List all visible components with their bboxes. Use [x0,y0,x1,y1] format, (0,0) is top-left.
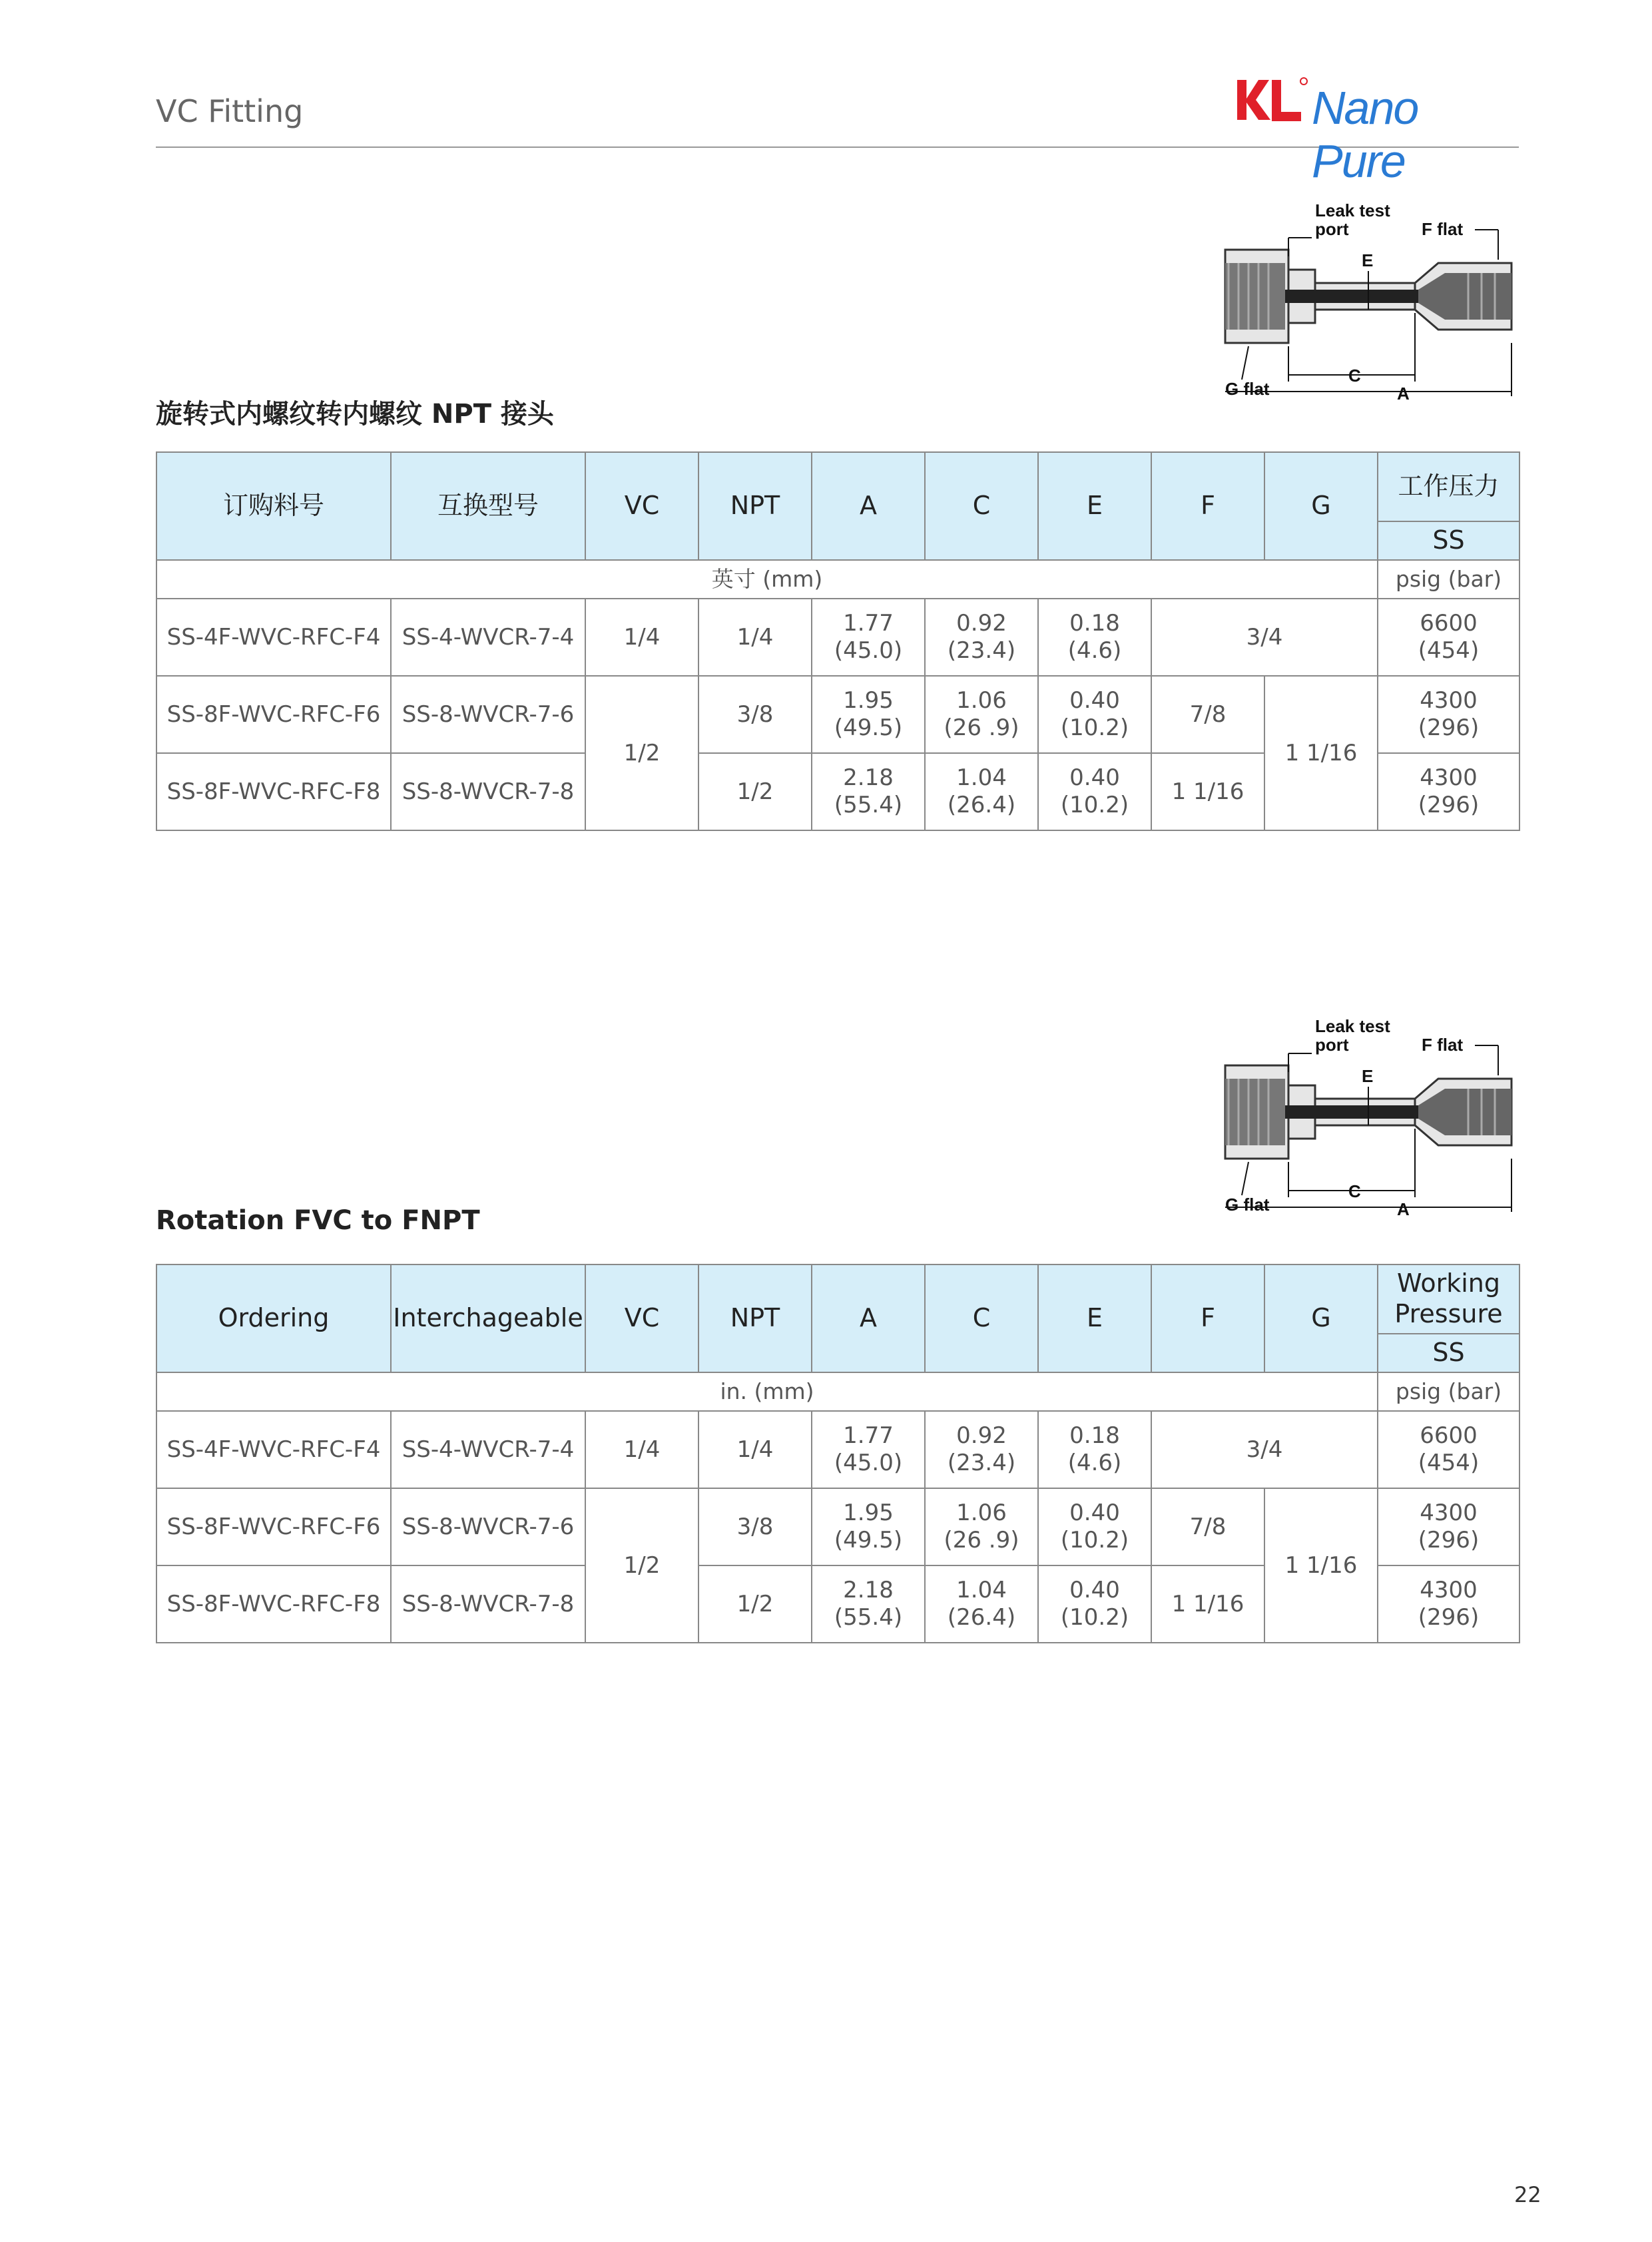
cell-fg: 3/4 [1151,599,1378,676]
cell-interchangeable: SS-8-WVCR-7-8 [391,753,585,830]
cell-npt: 3/8 [698,1488,812,1565]
cell-c: 1.06 (26 .9) [925,1488,1038,1565]
col-ordering: Ordering [156,1264,391,1372]
spec-table-en [156,1264,1520,1643]
section-title-en: Rotation FVC to FNPT [156,1205,480,1236]
cell-c: 1.04 (26.4) [925,753,1038,830]
col-ordering: 订购料号 [156,452,391,560]
col-a: A [812,1264,925,1372]
brand-logo [1232,67,1518,187]
col-vc: VC [585,1264,698,1372]
col-a: A [812,452,925,560]
cell-interchangeable: SS-8-WVCR-7-8 [391,1565,585,1643]
cell-npt: 1/4 [698,599,812,676]
table-row [156,599,1519,676]
brand-name: Nano Pure [1312,82,1418,187]
col-g: G [1264,1264,1378,1372]
table-row [156,1488,1519,1565]
f-flat-label: F flat [1422,1035,1464,1055]
col-npt: NPT [698,452,812,560]
cell-e: 0.40 (10.2) [1038,753,1151,830]
cell-ordering: SS-8F-WVC-RFC-F8 [156,1565,391,1643]
a-label: A [1397,1199,1410,1219]
cell-c: 1.06 (26 .9) [925,676,1038,753]
cell-a: 1.95 (49.5) [812,676,925,753]
col-interchangeable: Interchageable [391,1264,585,1372]
cell-npt: 1/2 [698,1565,812,1643]
cell-ordering: SS-8F-WVC-RFC-F6 [156,676,391,753]
cell-a: 2.18 (55.4) [812,1565,925,1643]
fitting-diagram-1 [1219,196,1525,410]
spec-table-cn [156,451,1520,831]
cell-ordering: SS-8F-WVC-RFC-F6 [156,1488,391,1565]
fitting-diagram-2 [1219,1012,1525,1225]
cell-c: 1.04 (26.4) [925,1565,1038,1643]
port-label: port [1315,1035,1349,1055]
cell-pressure: 4300 (296) [1378,1488,1519,1565]
cell-pressure: 6600 (454) [1378,1411,1519,1488]
cell-interchangeable: SS-8-WVCR-7-6 [391,676,585,753]
cell-a: 2.18 (55.4) [812,753,925,830]
cell-vc: 1/4 [585,599,698,676]
cell-ordering: SS-4F-WVC-RFC-F4 [156,1411,391,1488]
cell-fg: 3/4 [1151,1411,1378,1488]
table-row [156,1411,1519,1488]
e-label: E [1362,250,1374,270]
cell-f: 1 1/16 [1151,1565,1264,1643]
col-g: G [1264,452,1378,560]
cell-c: 0.92 (23.4) [925,1411,1038,1488]
cell-e: 0.18 (4.6) [1038,1411,1151,1488]
cell-a: 1.77 (45.0) [812,1411,925,1488]
unit-dims: in. (mm) [156,1372,1378,1411]
cell-e: 0.18 (4.6) [1038,599,1151,676]
cell-f: 7/8 [1151,1488,1264,1565]
col-material-ss: SS [1378,521,1519,560]
cell-a: 1.77 (45.0) [812,599,925,676]
cell-e: 0.40 (10.2) [1038,1565,1151,1643]
col-vc: VC [585,452,698,560]
cell-npt: 1/2 [698,753,812,830]
cell-e: 0.40 (10.2) [1038,1488,1151,1565]
cell-npt: 1/4 [698,1411,812,1488]
g-flat-label: G flat [1225,1195,1270,1215]
cell-interchangeable: SS-4-WVCR-7-4 [391,599,585,676]
cell-pressure: 6600 (454) [1378,599,1519,676]
table-row [156,676,1519,753]
cell-ordering: SS-8F-WVC-RFC-F8 [156,753,391,830]
a-label: A [1397,384,1410,404]
kl-logo-icon [1232,73,1312,133]
c-label: C [1348,366,1361,386]
cell-g: 1 1/16 [1264,1488,1378,1643]
cell-interchangeable: SS-4-WVCR-7-4 [391,1411,585,1488]
leak-test-label: Leak test [1315,1016,1390,1036]
unit-pressure: psig (bar) [1378,1372,1519,1411]
col-e: E [1038,1264,1151,1372]
cell-vc: 1/2 [585,1488,698,1643]
cell-ordering: SS-4F-WVC-RFC-F4 [156,599,391,676]
cell-pressure: 4300 (296) [1378,753,1519,830]
col-c: C [925,1264,1038,1372]
cell-npt: 3/8 [698,676,812,753]
col-e: E [1038,452,1151,560]
col-f: F [1151,1264,1264,1372]
col-c: C [925,452,1038,560]
cell-vc: 1/2 [585,676,698,830]
col-f: F [1151,452,1264,560]
cell-g: 1 1/16 [1264,676,1378,830]
cell-a: 1.95 (49.5) [812,1488,925,1565]
g-flat-label: G flat [1225,379,1270,399]
port-label: port [1315,219,1349,239]
unit-pressure: psig (bar) [1378,560,1519,599]
page-number: 22 [1514,2182,1541,2207]
cell-f: 1 1/16 [1151,753,1264,830]
cell-interchangeable: SS-8-WVCR-7-6 [391,1488,585,1565]
col-npt: NPT [698,1264,812,1372]
cell-c: 0.92 (23.4) [925,599,1038,676]
col-pressure: Working Pressure [1378,1264,1519,1334]
cell-f: 7/8 [1151,676,1264,753]
col-material-ss: SS [1378,1334,1519,1372]
cell-pressure: 4300 (296) [1378,1565,1519,1643]
cell-e: 0.40 (10.2) [1038,676,1151,753]
f-flat-label: F flat [1422,219,1464,239]
page-header-title: VC Fitting [156,93,304,129]
unit-dims: 英寸 (mm) [156,560,1378,599]
cell-vc: 1/4 [585,1411,698,1488]
leak-test-label: Leak test [1315,200,1390,220]
e-label: E [1362,1066,1374,1086]
col-interchangeable: 互换型号 [391,452,585,560]
col-pressure: 工作压力 [1378,452,1519,521]
c-label: C [1348,1181,1361,1201]
section-title-cn: 旋转式内螺纹转内螺纹 NPT 接头 [156,399,554,429]
cell-pressure: 4300 (296) [1378,676,1519,753]
